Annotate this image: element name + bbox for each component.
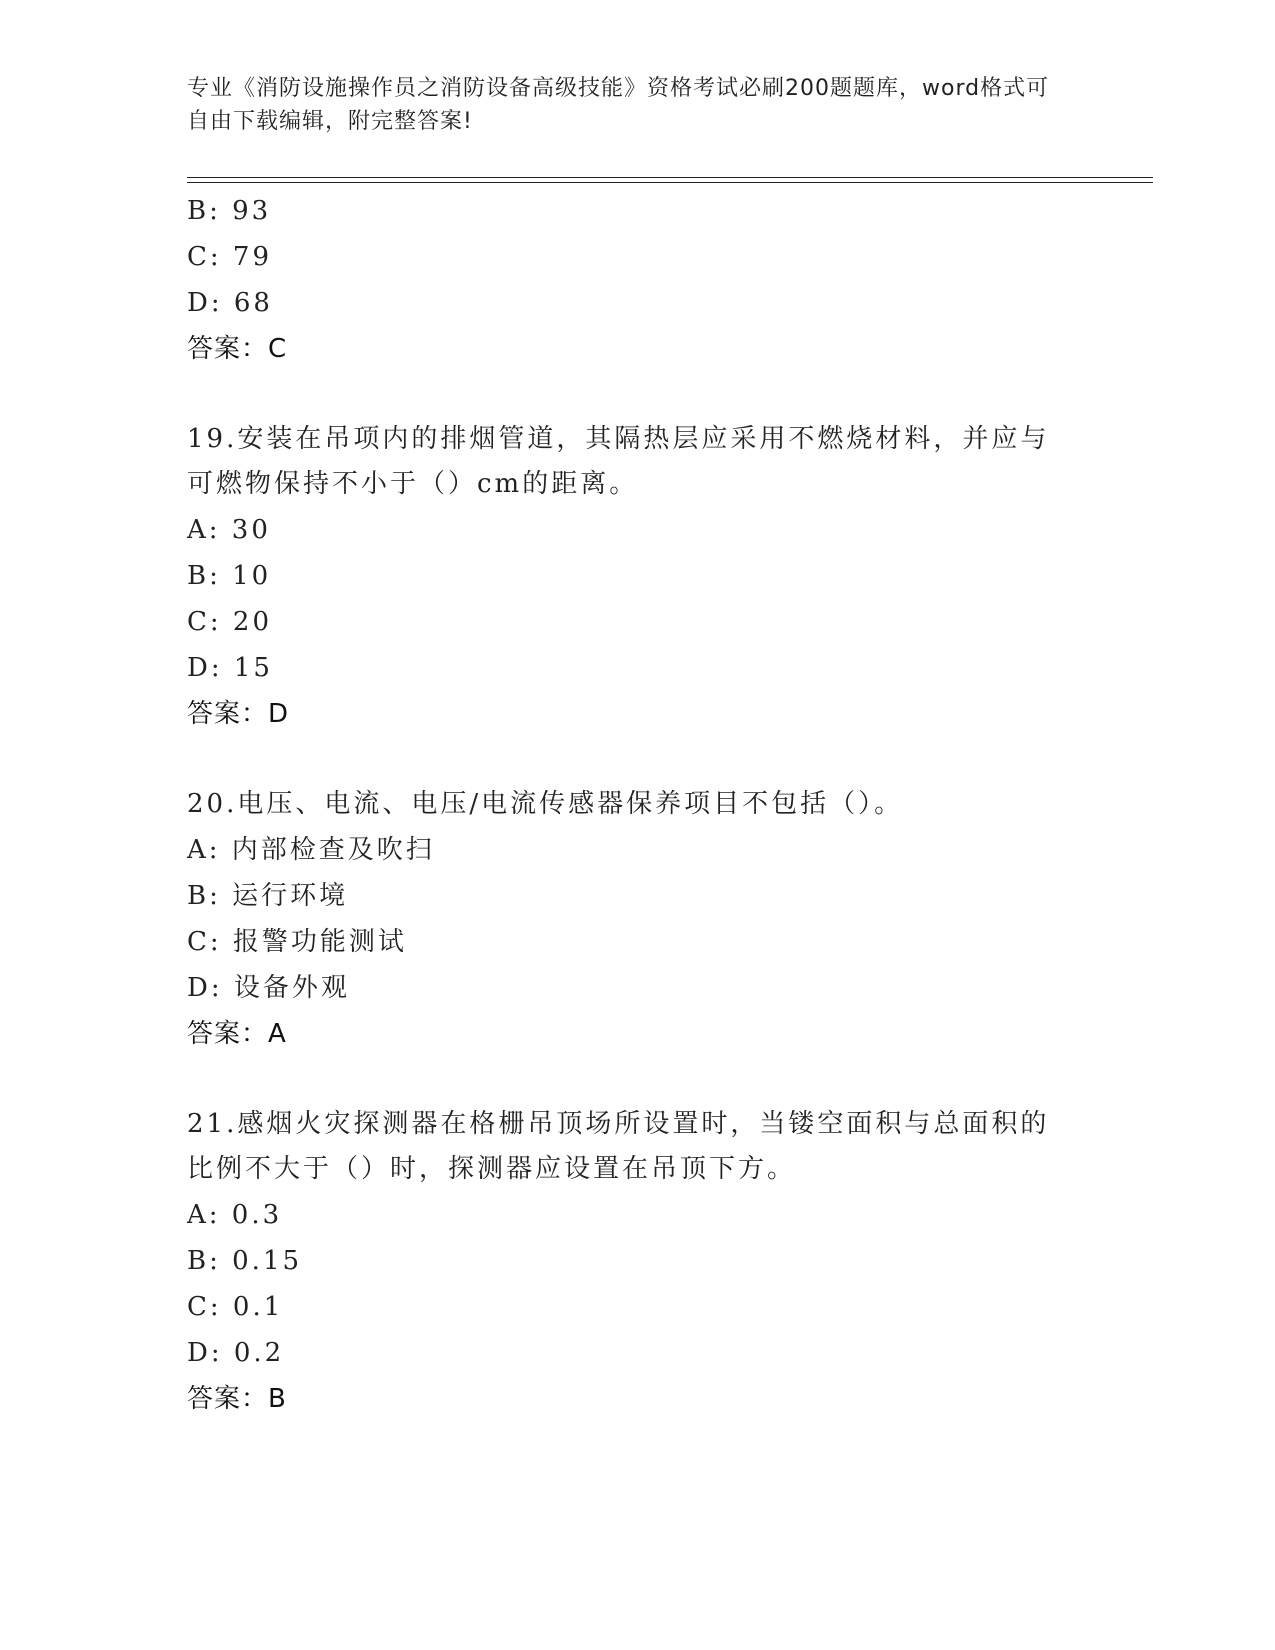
answer-label: 答案：B (187, 1384, 287, 1414)
option-c: C: 20 (187, 607, 273, 637)
answer-label: 答案：A (187, 1019, 287, 1049)
option-c: C: 报警功能测试 (187, 927, 407, 957)
option-a: A: 内部检查及吹扫 (187, 835, 435, 865)
header-divider-top (187, 177, 1153, 178)
answer-label: 答案：C (187, 334, 288, 364)
option-d: D: 68 (187, 288, 273, 318)
option-d: D: 设备外观 (187, 973, 350, 1003)
question-21 (187, 1102, 1087, 1422)
option-d: D: 15 (187, 653, 273, 683)
question-20 (187, 782, 1087, 1057)
question-19 (187, 417, 1087, 737)
option-b: B: 0.15 (187, 1246, 303, 1276)
option-b: B: 运行环境 (187, 881, 349, 911)
option-c: C: 0.1 (187, 1292, 284, 1322)
question-stem: 21.感烟火灾探测器在格栅吊顶场所设置时，当镂空面积与总面积的比例不大于（）时，探测器应设置在吊顶下方。 (187, 1109, 1050, 1184)
header-divider-bottom (187, 182, 1153, 183)
question-stem: 20.电压、电流、电压/电流传感器保养项目不包括（）。 (187, 789, 904, 819)
document-header: 专业《消防设施操作员之消防设备高级技能》资格考试必刷200题题库，word格式可自由下载编辑，附完整答案! (187, 76, 1050, 134)
question-18-partial (187, 188, 1087, 372)
question-list (187, 188, 1087, 1422)
answer-label: 答案：D (187, 699, 290, 729)
option-a: A: 30 (187, 515, 271, 545)
option-b: B: 10 (187, 561, 272, 591)
question-stem: 19.安装在吊项内的排烟管道，其隔热层应采用不燃烧材料，并应与可燃物保持不小于（）cm的距离。 (187, 424, 1050, 499)
option-c: C: 79 (187, 242, 273, 272)
option-b: B: 93 (187, 196, 272, 226)
option-d: D: 0.2 (187, 1338, 285, 1368)
option-a: A: 0.3 (187, 1200, 283, 1230)
